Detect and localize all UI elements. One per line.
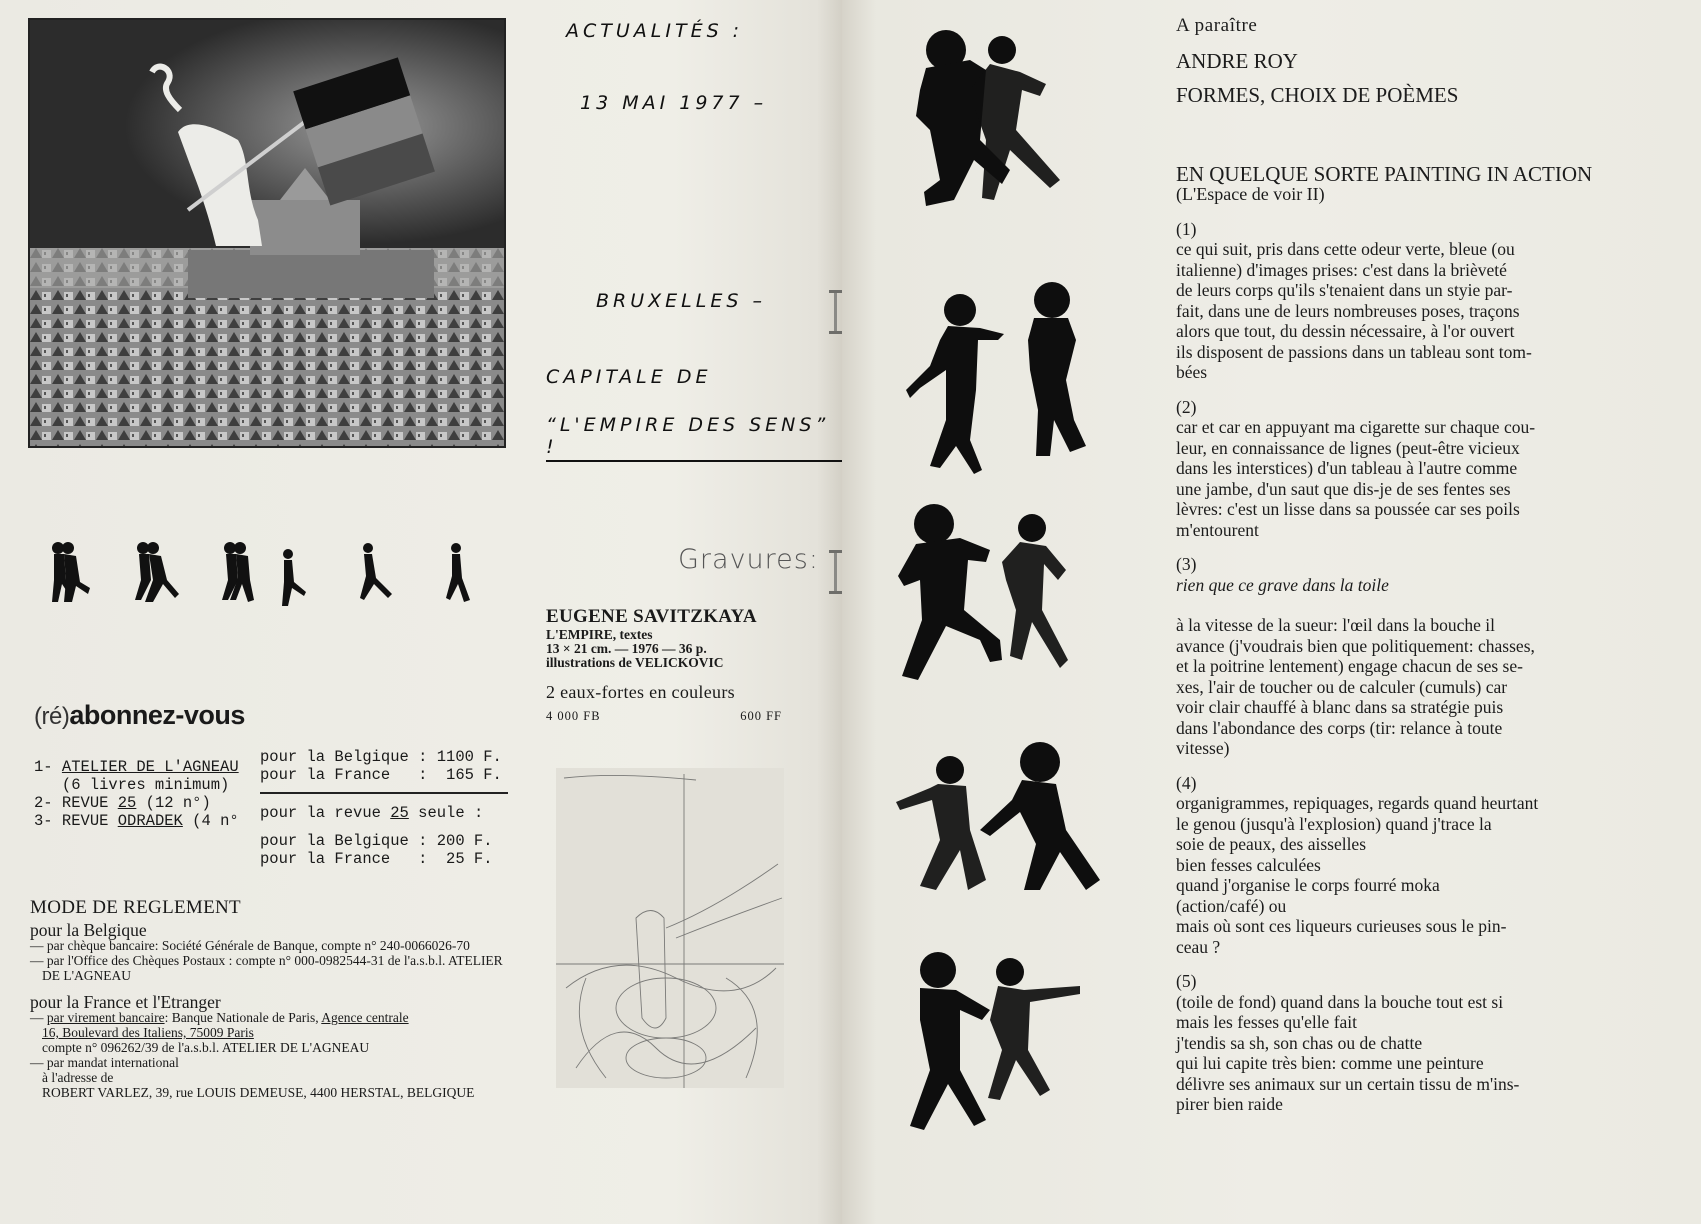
offer-label-post: (12 n°) bbox=[136, 794, 211, 812]
collage-photo bbox=[28, 18, 506, 448]
section-text: car et car en appuyant ma cigarette sur chaque cou- leur, en connaissance de lignes (peut-être vicieux dans les interstices) d'un tableau à l'autre comme une jambe, d'un saut que dis-je de ses fentes ses lèvres: c'est un lisse dans sa poussée car ses poils m'entourent bbox=[1176, 417, 1536, 540]
book-illustrator: illustrations de VELICKOVIC bbox=[546, 655, 724, 670]
bank-address: 16, Boulevard des Italiens, 75009 Paris bbox=[42, 1025, 254, 1040]
offer-label-pre: REVUE bbox=[61, 794, 118, 812]
velickovic-sketch bbox=[556, 768, 784, 1088]
handwritten-date: 13 MAI 1977 – bbox=[580, 92, 768, 114]
section-number: (4) bbox=[1176, 772, 1197, 793]
revue-header-post: seule : bbox=[408, 804, 484, 822]
handwritten-bruxelles: BRUXELLES – bbox=[596, 290, 766, 312]
payment-title: MODE DE REGLEMENT bbox=[30, 897, 241, 918]
offer-1-note bbox=[34, 776, 239, 794]
runner-pair-5 bbox=[910, 952, 1080, 1130]
revue-price-france: pour la France : 25 F. bbox=[260, 850, 493, 868]
belgique-heading: pour la Belgique bbox=[30, 920, 147, 940]
runner-figure-4 bbox=[282, 549, 306, 606]
payment-section bbox=[30, 897, 510, 1100]
runner-pair-2 bbox=[906, 282, 1086, 474]
a-paraitre-label: A paraître bbox=[1176, 15, 1258, 36]
france-virement-line: — par virement bancaire: Banque Nationale de Paris, Agence centrale bbox=[30, 1010, 409, 1025]
offer-label-underlined: 25 bbox=[117, 794, 137, 812]
runner-figure-1 bbox=[52, 542, 90, 602]
runner-figure-2 bbox=[135, 542, 179, 602]
agence-label: Agence centrale bbox=[321, 1010, 409, 1025]
offer-2 bbox=[34, 794, 239, 812]
virement-label: par virement bancaire bbox=[46, 1010, 165, 1025]
offer-1 bbox=[34, 758, 239, 776]
price-france: pour la France : 165 F. bbox=[260, 766, 502, 784]
price-fb: 4 000 FB bbox=[546, 709, 601, 723]
section-number: (5) bbox=[1176, 971, 1197, 991]
staple-top bbox=[834, 290, 837, 334]
offer-3 bbox=[34, 812, 239, 830]
section-text: à la vitesse de la sueur: l'œil dans la bouche il avance (j'voudrais bien que politiquement: chasses, et la poitrine lentement) engage chacun de ses se- xes, l'air de toucher ou de calculer (cumuls) car voir clair chauffé à blanc dans sa stratégie puis dans l'abondance des corps (tir: relance à toute vitesse) bbox=[1176, 615, 1535, 758]
revue-price-belgique: pour la Belgique : 200 F. bbox=[260, 832, 493, 850]
handwritten-capitale: CAPITALE DE bbox=[546, 366, 712, 388]
etchings-label: 2 eaux-fortes en couleurs bbox=[546, 682, 735, 702]
offer-num: 3- bbox=[34, 812, 53, 830]
runner-pair-3 bbox=[898, 504, 1068, 680]
spacer bbox=[260, 822, 508, 832]
runner-silhouettes-column bbox=[890, 20, 1150, 1200]
offer-label-underlined: ODRADEK bbox=[117, 812, 183, 830]
revue-header bbox=[260, 804, 508, 822]
revue-header-pre: pour la revue bbox=[260, 804, 391, 822]
subscribe-heading bbox=[34, 700, 245, 731]
offer-label-pre: REVUE bbox=[61, 812, 118, 830]
handwritten-actualites: ACTUALITÉS : bbox=[566, 20, 744, 42]
section-text: (toile de fond) quand dans la bouche tout est si mais les fesses qu'elle fait j'tendis sa sh, son chas ou de chatte qui lui capite très bien: comme une peinture délivre ses animaux sur un certain tissu de m'ins- pirer bien raide bbox=[1176, 991, 1520, 1114]
adresse-de: à l'adresse de bbox=[42, 1070, 114, 1085]
gravures-book bbox=[546, 606, 782, 724]
offer-num: 1- bbox=[34, 758, 53, 776]
offer-label: ATELIER DE L'AGNEAU bbox=[61, 758, 239, 776]
price-ff: 600 FF bbox=[740, 709, 782, 723]
book-format: 13 × 21 cm. — 1976 — 36 p. bbox=[546, 641, 707, 656]
section-italic-line: rien que ce grave dans la toile bbox=[1176, 574, 1389, 595]
book-title: L'EMPIRE, textes bbox=[546, 627, 653, 642]
runner-sequence-strip bbox=[40, 540, 500, 610]
belgique-postal-line: — par l'Office des Chèques Postaux : compte n° 000-0982544-31 de l'a.s.b.l. ATELIER DE L'AGNEAU bbox=[30, 953, 503, 983]
section-text: organigrammes, repiquages, regards quand heurtant le genou (jusqu'à l'explosion) quand j'trace la soie de peaux, des aisselles bien fesses calculées quand j'organise le corps fourré moka (action/café) ou mais où sont ces liqueurs curieuses sous le pin- ceau ? bbox=[1176, 793, 1539, 957]
subscription-offers bbox=[34, 758, 239, 830]
offer-label-post: (4 n° bbox=[182, 812, 239, 830]
revue-header-num: 25 bbox=[390, 804, 409, 822]
runner-pair-1 bbox=[916, 30, 1060, 206]
france-address bbox=[30, 1025, 510, 1040]
gravures-heading: Gravures: bbox=[678, 544, 819, 575]
section-number: (1) bbox=[1176, 218, 1197, 239]
left-page bbox=[0, 0, 842, 1224]
forthcoming-book: FORMES, CHOIX DE POÈMES bbox=[1176, 83, 1459, 107]
subscribe-title-text: abonnez-vous bbox=[69, 700, 245, 730]
section-number: (2) bbox=[1176, 396, 1197, 417]
poem-title: EN QUELQUE SORTE PAINTING IN ACTION bbox=[1176, 161, 1593, 186]
subscribe-prefix: (ré) bbox=[34, 703, 70, 730]
poem-column bbox=[1176, 16, 1676, 1115]
france-compte: compte n° 096262/39 de l'a.s.b.l. ATELIER DE L'AGNEAU bbox=[42, 1040, 370, 1055]
book-author: EUGENE SAVITZKAYA bbox=[546, 606, 757, 627]
forthcoming-author: ANDRE ROY bbox=[1176, 48, 1298, 73]
poem-subtitle: (L'Espace de voir II) bbox=[1176, 184, 1325, 204]
subscription-prices bbox=[260, 748, 508, 868]
runner-figure-5 bbox=[360, 543, 392, 600]
mandat-line: — par mandat international bbox=[30, 1055, 179, 1070]
runner-figure-6 bbox=[446, 543, 470, 602]
section-number: (3) bbox=[1176, 554, 1197, 574]
etchings-prices bbox=[546, 709, 782, 724]
handwritten-empire-des-sens: “L'EMPIRE DES SENS” ! bbox=[546, 414, 842, 462]
offer-num: 2- bbox=[34, 794, 53, 812]
price-belgique: pour la Belgique : 1100 F. bbox=[260, 748, 502, 766]
offer-note: (6 livres minimum) bbox=[61, 776, 230, 794]
virement-text: : Banque Nationale de Paris, bbox=[164, 1010, 322, 1025]
section-text: ce qui suit, pris dans cette odeur verte, bleue (ou italienne) d'images prises: c'est dans la brièveté de leurs corps qu'ils s'tenaient dans un styie par- fait, dans une de leurs nombreuses poses, traçons alors que tout, du dessin nécessaire, à l'or ouvert ils disposent de passions dans un tableau sont tom- bées bbox=[1176, 239, 1532, 382]
france-heading: pour la France et l'Etranger bbox=[30, 992, 221, 1012]
staple-bottom bbox=[834, 550, 837, 594]
runner-pair-4 bbox=[896, 742, 1100, 890]
recipient-address: ROBERT VARLEZ, 39, rue LOUIS DEMEUSE, 4400 HERSTAL, BELGIQUE bbox=[42, 1085, 475, 1100]
price-divider bbox=[260, 792, 508, 794]
runner-figure-3 bbox=[222, 542, 254, 602]
belgique-cheque-line: — par chèque bancaire: Société Générale de Banque, compte n° 240-0066026-70 bbox=[30, 938, 470, 953]
